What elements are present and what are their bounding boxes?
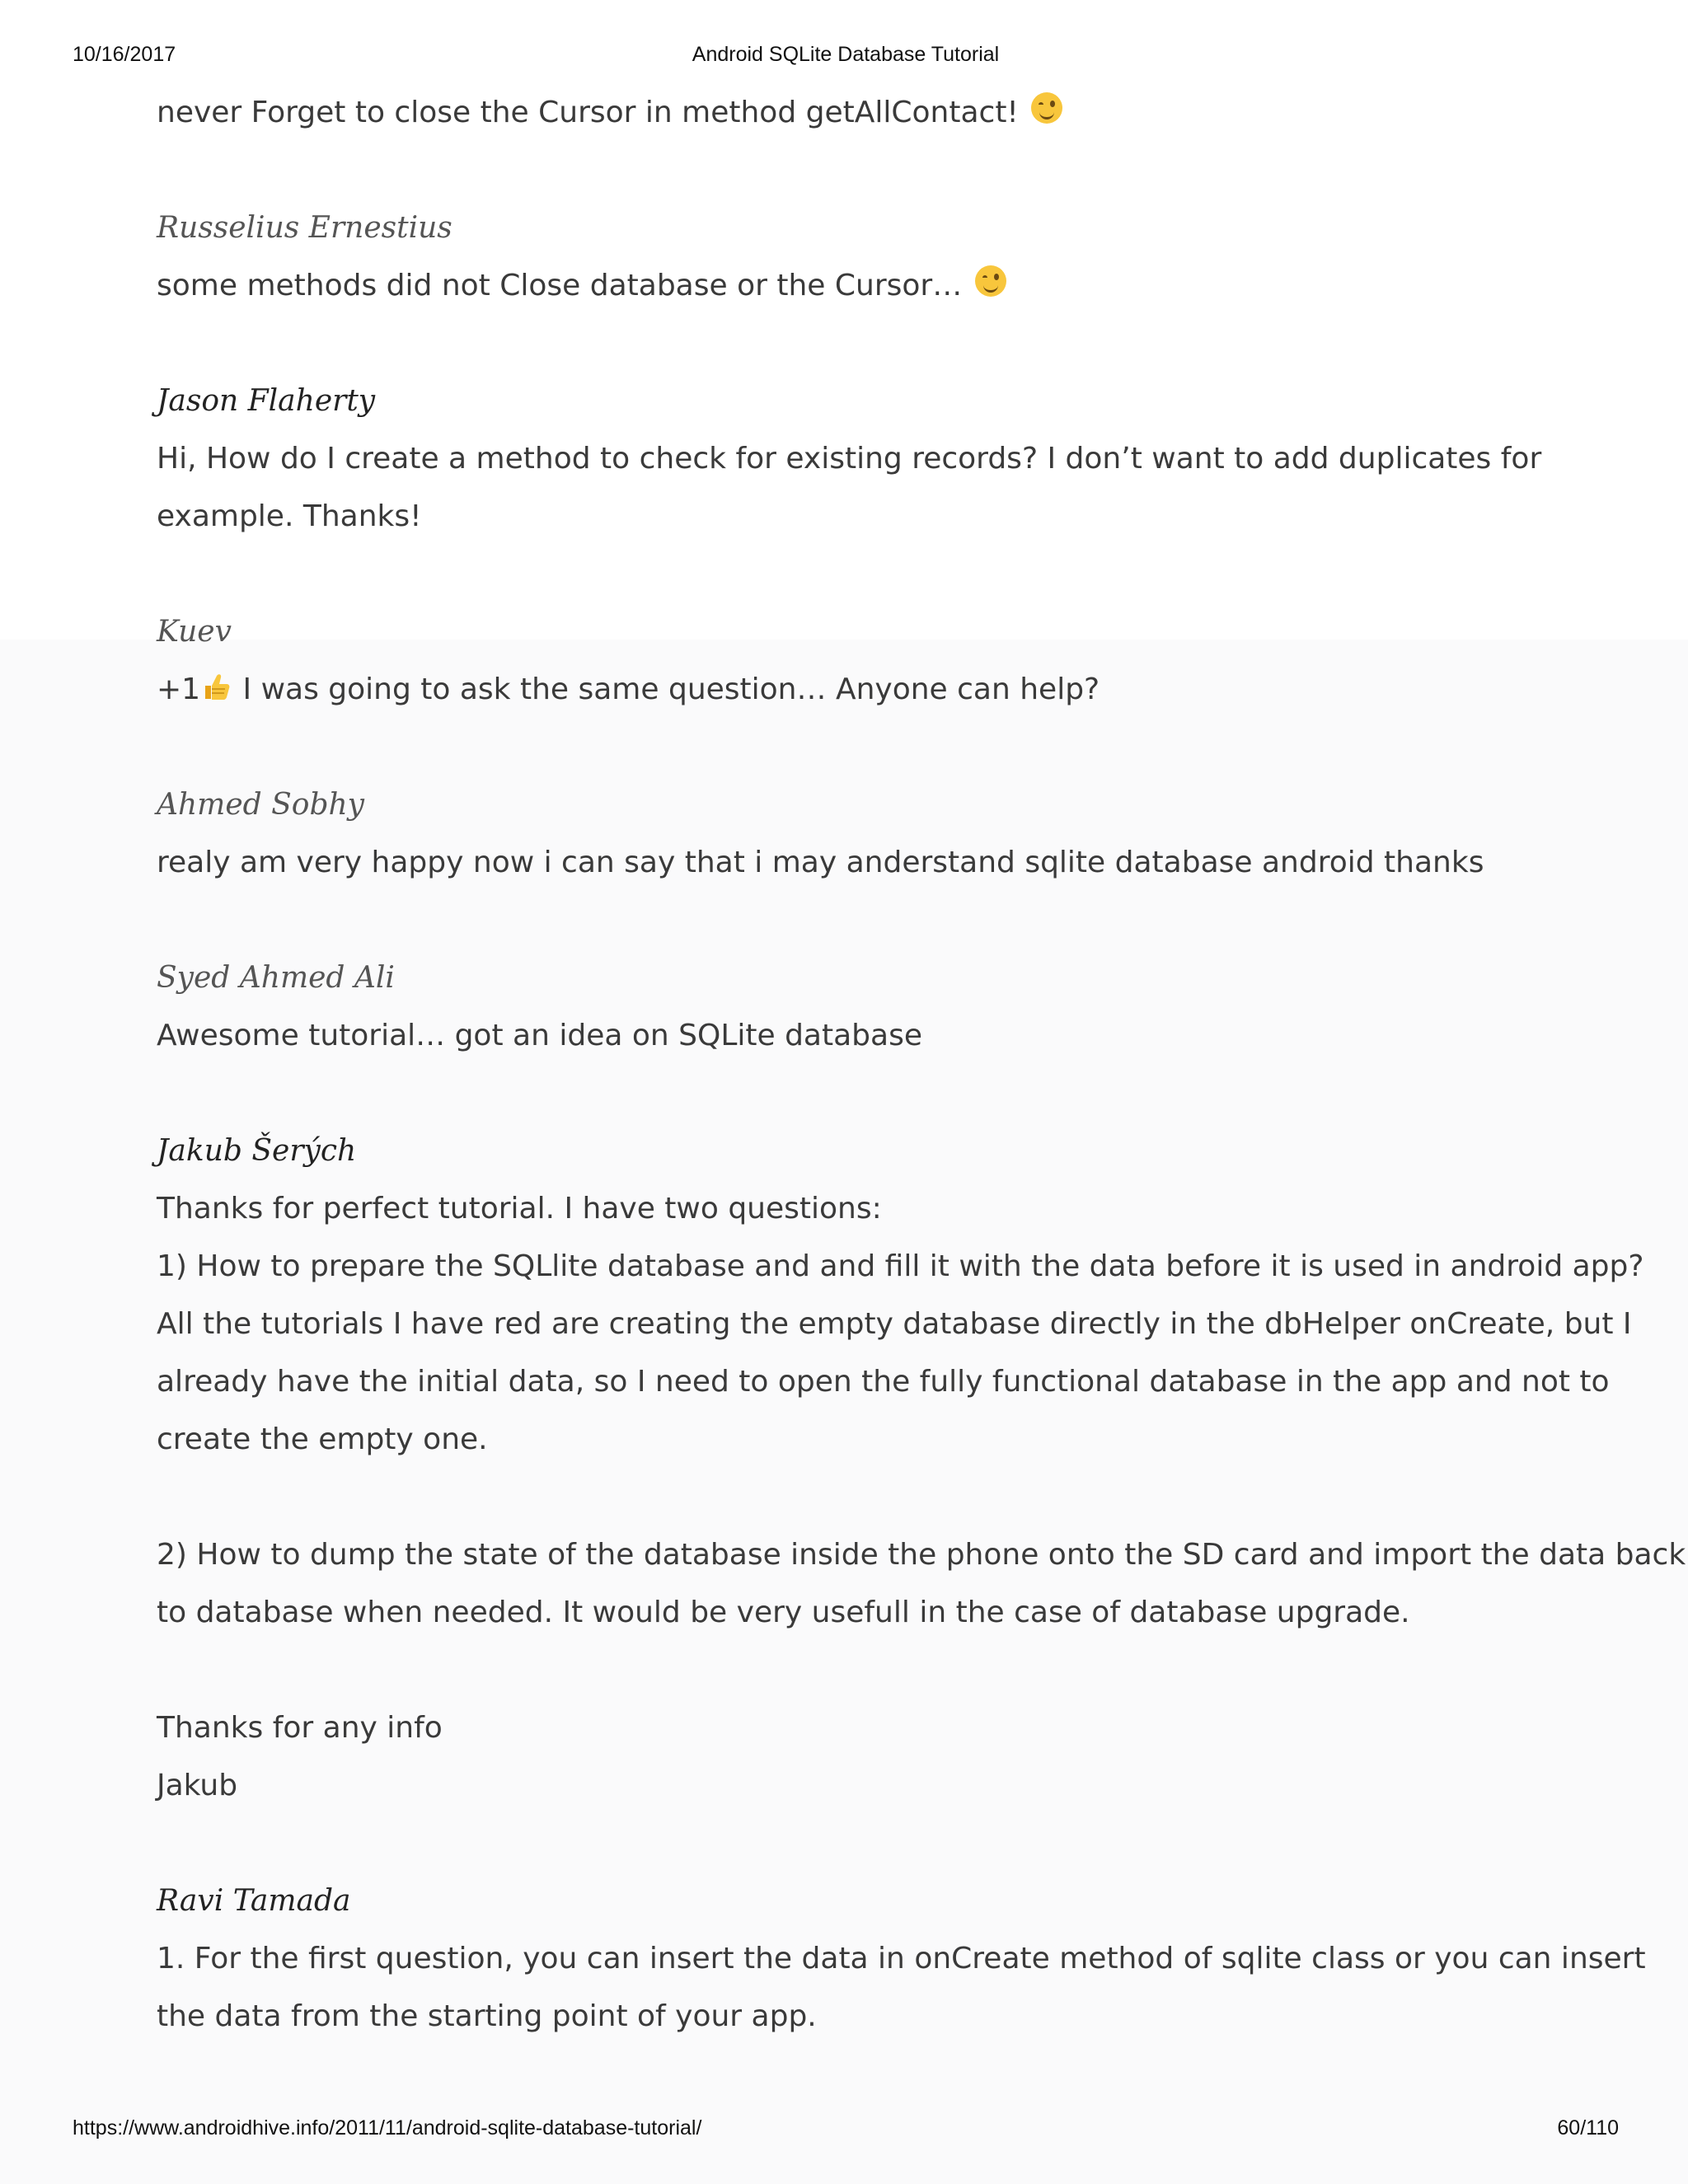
comment-text: +1 I was going to ask the same question… Anyone can help? <box>157 673 1100 706</box>
comment-text: 1. For the first question, you can insert the data in onCreate method of sqlite class or you can insert <box>157 1942 1646 1975</box>
comment-author: Russelius Ernestius <box>157 211 452 245</box>
comment-text: realy am very happy now i can say that i may anderstand sqlite database android thanks <box>157 846 1484 879</box>
page-url-link[interactable]: https://www.androidhive.info/2011/11/android-sqlite-database-tutorial/ <box>73 2116 702 2139</box>
comment-text: All the tutorials I have red are creating the empty database directly in the dbHelper onCreate, but I <box>157 1307 1632 1341</box>
comment-author: Jason Flaherty <box>157 384 376 418</box>
comment-text: example. Thanks! <box>157 499 422 533</box>
comment-text: Awesome tutorial… got an idea on SQLite database <box>157 1019 922 1052</box>
print-title: Android SQLite Database Tutorial <box>692 43 1000 66</box>
comment-text: Thanks for perfect tutorial. I have two questions: <box>157 1192 882 1226</box>
comment-author: Ravi Tamada <box>157 1884 351 1918</box>
wink-emoji-icon <box>1031 92 1062 124</box>
comment-text: the data from the starting point of your app. <box>157 1999 817 2033</box>
comment-author: Jakub Šerých <box>157 1134 357 1168</box>
comments-section <box>157 84 1686 2046</box>
page-number: 60/110 <box>1557 2116 1619 2139</box>
comment-author: Kuev <box>157 615 232 649</box>
comment-text: 2) How to dump the state of the database inside the phone onto the SD card and import the data back <box>157 1538 1686 1572</box>
comment-text: 1) How to prepare the SQLlite database and and fill it with the data before it is used in android app? <box>157 1249 1644 1283</box>
wink-emoji-icon <box>975 265 1006 297</box>
comment-text: never Forget to close the Cursor in method getAllContact! <box>157 84 1558 142</box>
comment-author: Ahmed Sobhy <box>157 788 365 822</box>
comment-text: Jakub <box>157 1769 238 1802</box>
print-date: 10/16/2017 <box>73 43 176 66</box>
comment-text: Hi, How do I create a method to check for existing records? I don’t want to add duplicates for <box>157 442 1542 476</box>
comment-text: already have the initial data, so I need to open the fully functional database in the app and not to <box>157 1365 1610 1399</box>
thumbs-up-icon <box>202 671 232 702</box>
comment-text: create the empty one. <box>157 1422 488 1456</box>
comment-text: Thanks for any info <box>157 1711 443 1745</box>
comment-author: Syed Ahmed Ali <box>157 961 395 995</box>
comment-text: some methods did not Close database or the Cursor… <box>157 257 1558 315</box>
comment-text: to database when needed. It would be very usefull in the case of database upgrade. <box>157 1596 1410 1629</box>
